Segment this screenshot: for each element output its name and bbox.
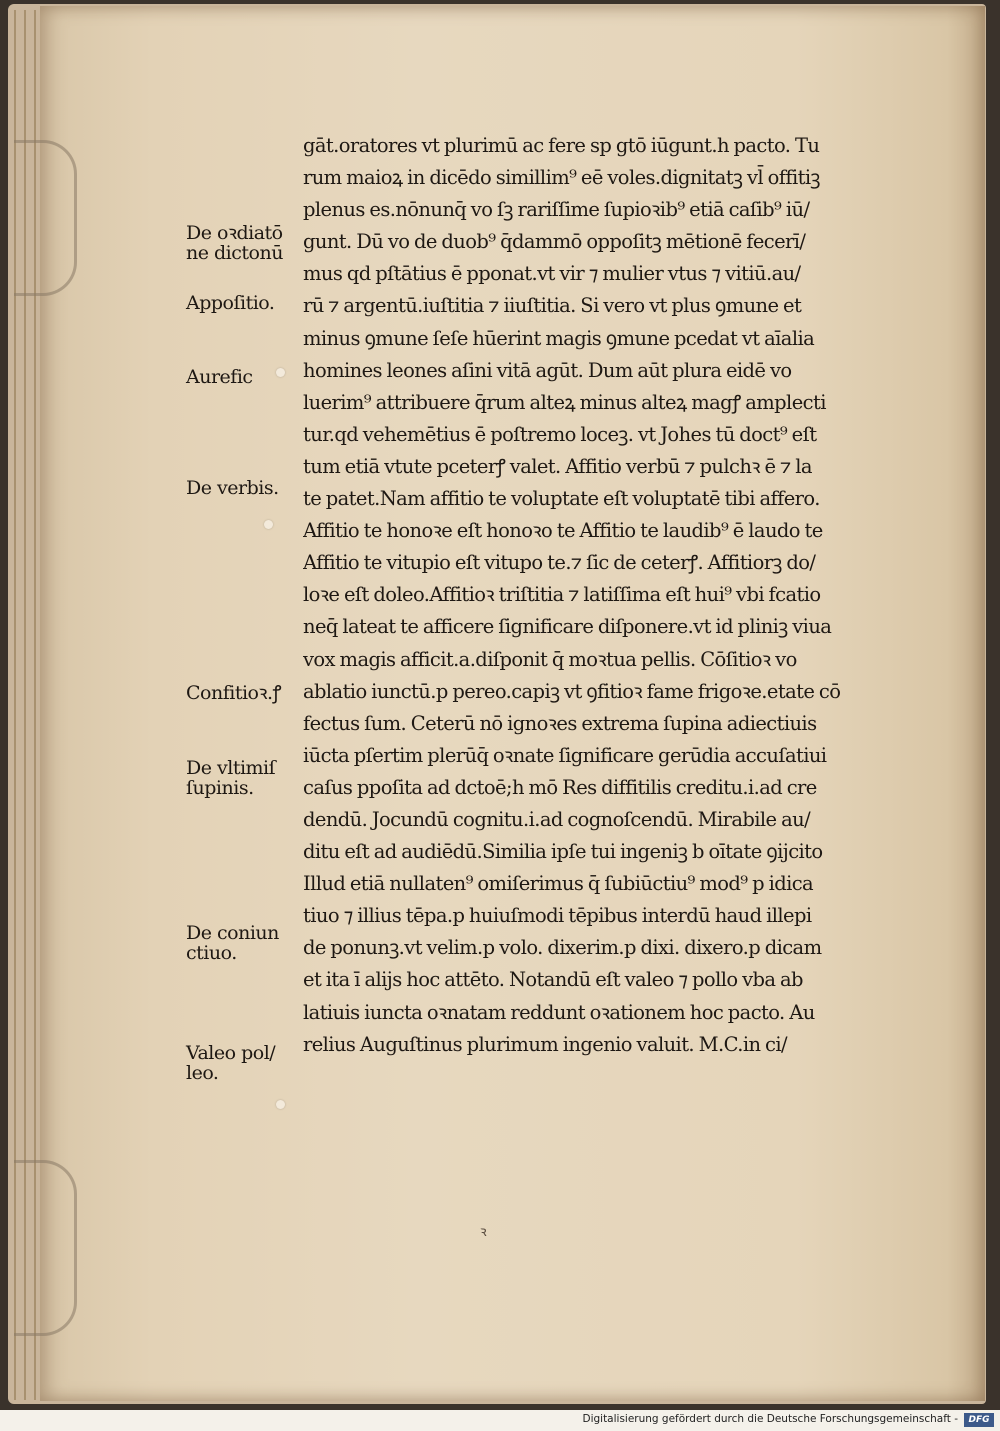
margin-note-line: ſupinis. xyxy=(186,777,254,799)
text-line: loꝛe eſt doleo.Affitioꝛ triſtitia ⁊ latiſſima eſt hui⁹ vbi fcatio xyxy=(303,583,821,607)
funding-credit: Digitalisierung gefördert durch die Deutsche Forschungsgemeinschaft - xyxy=(582,1413,958,1425)
clip-shadow xyxy=(14,1160,77,1336)
margin-note-line: ne dictonū xyxy=(186,242,283,264)
text-line: Affitio te vitupio eſt vitupo te.⁊ ſic de ceterꝭ. Affitiorꝫ do/ xyxy=(303,551,816,575)
text-line: mus qd pſtātius ē pponat.vt vir ⁊ mulier vtus ⁊ vitiū.au/ xyxy=(303,262,801,286)
text-line: fectus ſum. Ceterū nō ignoꝛes extrema ſupina adiectiuis xyxy=(303,711,817,735)
signature-mark: ꝛ xyxy=(480,1224,487,1240)
margin-note xyxy=(186,223,298,263)
text-line: et ita ī alijs hoc attēto. Notandū eſt valeo ⁊ pollo vba ab xyxy=(303,968,803,992)
text-line: minus ꝯmune ſeſe hūerint magis ꝯmune pcedat vt aīalia xyxy=(303,326,815,350)
margin-note-line: De vltimiſ xyxy=(186,757,276,779)
text-line: vox magis afficit.a.diſponit q̄ moꝛtua pellis. Cōſitioꝛ vo xyxy=(303,647,797,671)
main-text-column xyxy=(303,130,878,1061)
text-line: te patet.Nam affitio te voluptate eſt voluptatē tibi affero. xyxy=(303,487,820,511)
text-line: relius Auguſtinus plurimum ingenio valuit. M.C.in ci/ xyxy=(303,1032,787,1056)
page-hole xyxy=(276,1100,285,1109)
margin-note xyxy=(186,923,298,963)
text-line: tum etiā vtute pceterꝭ valet. Affitio verbū ⁊ pulchꝛ ē ⁊ la xyxy=(303,454,812,478)
footer-bar xyxy=(0,1410,1000,1431)
margin-note-line: De coniun xyxy=(186,922,279,944)
margin-note xyxy=(186,293,298,313)
text-line: caſus ppoſita ad dctoē;h mō Res diffitilis creditu.i.ad cre xyxy=(303,775,817,799)
text-line: tiuo ⁊ illius tēpa.p huiuſmodi tēpibus interdū haud illepi xyxy=(303,904,812,928)
margin-note-line: De oꝛdiatō xyxy=(186,222,283,244)
dfg-logo-icon[interactable]: DFG xyxy=(964,1413,994,1427)
text-line: tur.qd vehemētius ē poſtremo loceꝫ. vt Johes tū doct⁹ eſt xyxy=(303,422,817,446)
margin-note xyxy=(186,478,298,498)
margin-note-line: ctiuo. xyxy=(186,942,237,964)
margin-note xyxy=(186,367,298,387)
margin-note-line: Valeo pol/ xyxy=(186,1042,276,1064)
clip-shadow xyxy=(14,140,77,296)
text-line: gunt. Dū vo de duob⁹ q̄dammō oppoſitꝫ mētionē fecerī/ xyxy=(303,230,806,254)
text-line: neq̄ lateat te afficere ſignificare diſponere.vt id pliniꝫ viua xyxy=(303,615,832,639)
text-line: dendū. Jocundū cognitu.i.ad cognoſcendū. Mirabile au/ xyxy=(303,807,811,831)
text-line: luerim⁹ attribuere q̄rum alteꝝ minus alteꝝ magꝭ amplecti xyxy=(303,390,826,414)
text-line: ablatio iunctū.p pereo.capiꝫ vt ꝯfitioꝛ fame frigoꝛe.etate cō xyxy=(303,679,841,703)
text-line: plenus es.nōnunq̄ vo ſꝫ rariſſime ſupioꝛib⁹ etiā caſib⁹ iū/ xyxy=(303,198,810,222)
margin-note-line: Aurefic xyxy=(186,366,253,388)
text-line: homines leones aſini vitā agūt. Dum aūt plura eidē vo xyxy=(303,358,792,382)
margin-note xyxy=(186,683,298,703)
margin-note xyxy=(186,758,298,798)
page-hole xyxy=(264,520,273,529)
margin-note xyxy=(186,1043,298,1083)
text-line: Illud etiā nullaten⁹ omiſerimus q̄ ſubiūctiu⁹ mod⁹ p idica xyxy=(303,872,814,896)
text-line: Affitio te honoꝛe eſt honoꝛo te Affitio te laudib⁹ ē laudo te xyxy=(303,519,823,543)
text-line: latiuis iuncta oꝛnatam reddunt oꝛationem hoc pacto. Au xyxy=(303,1000,815,1024)
margin-note-line: leo. xyxy=(186,1062,219,1084)
margin-note-line: Appoſitio. xyxy=(186,292,275,314)
text-line: rū ⁊ argentū.iuſtitia ⁊ iiuſtitia. Si vero vt plus ꝯmune et xyxy=(303,294,802,318)
text-line: de ponunꝫ.vt velim.p volo. dixerim.p dixi. dixero.p dicam xyxy=(303,936,822,960)
text-line: rum maioꝝ in dicēdo simillim⁹ eē voles.dignitatꝫ vl̄ offitiꝫ xyxy=(303,166,820,190)
text-line: gāt.oratores vt plurimū ac fere sp gtō iūgunt.h pacto. Tu xyxy=(303,134,820,157)
text-line: ditu eſt ad audiēdū.Similia ipſe tui ingeniꝫ b oītate ꝯijcito xyxy=(303,840,823,864)
margin-note-line: De verbis. xyxy=(186,477,279,499)
text-line: iūcta pſertim plerūq̄ oꝛnate ſignificare gerūdia accuſatiui xyxy=(303,743,827,767)
margin-note-line: Confitioꝛ.ꝭ xyxy=(186,682,282,704)
